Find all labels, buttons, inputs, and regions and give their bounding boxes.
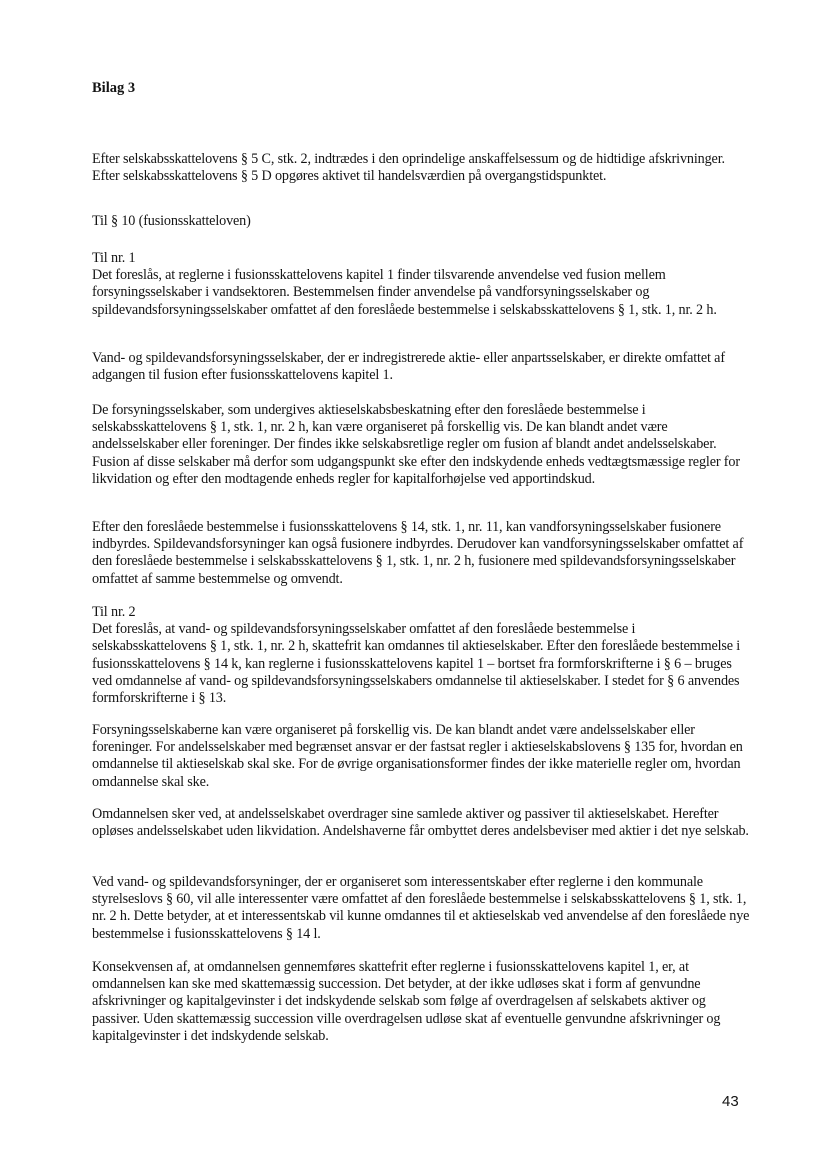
paragraph-nr-2: Til nr. 2 Det foreslås, at vand- og spildevandsforsyningsselskaber omfattet af den foreslåede bestemmelse i selskabsskattelovens § 1, stk. 1, nr. 2 h, skattefrit kan omdannes til aktieselskaber. Efter den foreslåede bestemmelse i fusionsskattelovens § 14 k, kan reglerne i fusionsskattelovens kapitel 1 – bortset fra formforskrifterne i § 6 – bruges ved omdannelse af vand- og spildevandsforsyningsselskabers omdannelse til aktieselskaber. I stedet for § 6 anvendes formforskrifterne i § 13.	[92, 604, 741, 707]
paragraph-conversion: Omdannelsen sker ved, at andelsselskabet overdrager sine samlede aktiver og passiver til aktieselskabet. Herefter opløses andelsselskabet uden likvidation. Andelshaverne får ombyttet deres andelsbeviser med aktier i det nye selskab.	[92, 806, 749, 840]
paragraph-fusion-internal: Efter den foreslåede bestemmelse i fusionsskattelovens § 14, stk. 1, nr. 11, kan vandforsyningsselskaber fusionere indbyrdes. Spildevandsforsyninger kan også fusionere indbyrdes. Derudover kan vandforsyningsselskaber omfattet af den foreslåede bestemmelse i selskabsskattelovens § 1, stk. 1, nr. 2 h, fusionere med spildevandsforsyningsselskaber omfattet af samme bestemmelse og omvendt.	[92, 519, 744, 587]
document-heading: Bilag 3	[92, 80, 136, 96]
paragraph-direct-fusion: Vand- og spildevandsforsyningsselskaber, der er indregistrerede aktie- eller anpartsselskaber, er direkte omfattet af adgangen til fusion efter fusionsskattelovens kapitel 1.	[92, 350, 725, 384]
paragraph-nr-1: Til nr. 1 Det foreslås, at reglerne i fusionsskattelovens kapitel 1 finder tilsvarende anvendelse ved fusion mellem forsyningsselskaber i vandsektoren. Bestemmelsen finder anvendelse på vandforsyningsselskaber og spildevandsforsyningsselskaber omfattet af den foreslåede bestemmelse i selskabsskattelovens § 1, stk. 1, nr. 2 h.	[92, 250, 717, 318]
page-number: 43	[722, 1093, 739, 1110]
paragraph-partnerships: Ved vand- og spildevandsforsyninger, der er organiseret som interessentskaber efter reglerne i den kommunale styrelseslovs § 60, vil alle interessenter være omfattet af den foreslåede bestemmelse i selskabsskattelovens § 1, stk. 1, nr. 2 h. Dette betyder, at et interessentskab vil kunne omdannes til et aktieselskab ved anvendelse af den foreslåede nye bestemmelse i fusionsskattelovens § 14 l.	[92, 874, 750, 942]
paragraph-consequence: Konsekvensen af, at omdannelsen gennemføres skattefrit efter reglerne i fusionsskattelovens kapitel 1, er, at omdannelsen kan ske med skattemæssig succession. Det betyder, at der ikke udløses skat i form af genvundne afskrivninger og kapitalgevinster i det indskydende selskab som følge af overdragelsen af selskabets aktiver og passiver. Uden skattemæssig succession ville overdragelsen udløse skat af eventuelle genvundne afskrivninger og kapitalgevinster i det indskydende selskab.	[92, 959, 721, 1044]
section-heading-par-10: Til § 10 (fusionsskatteloven)	[92, 213, 251, 229]
paragraph-organisation: De forsyningsselskaber, som undergives aktieselskabsbeskatning efter den foreslåede bestemmelse i selskabsskattelovens § 1, stk. 1, nr. 2 h, kan være organiseret på forskellig vis. De kan blandt andet være andelsselskaber eller foreninger. Der findes ikke selskabsretlige regler om fusion af blandt andet andelsselskaber. Fusion af disse selskaber må derfor som udgangspunkt ske efter den indskydende enheds vedtægtsmæssige regler for likvidation og efter den modtagende enheds regler for kapitalforhøjelse ved apportindskud.	[92, 402, 740, 487]
paragraph-transition-rules: Efter selskabsskattelovens § 5 C, stk. 2, indtrædes i den oprindelige anskaffelsessum og de hidtidige afskrivninger. Efter selskabsskattelovens § 5 D opgøres aktivet til handelsværdien på overgangstidspunktet.	[92, 151, 725, 185]
paragraph-cooperatives: Forsyningsselskaberne kan være organiseret på forskellig vis. De kan blandt andet være andelsselskaber eller foreninger. For andelsselskaber med begrænset ansvar er der fastsat regler i aktieselskabslovens § 135 for, hvordan en omdannelse til aktieselskab skal ske. For de øvrige organisationsformer findes der ikke materielle regler om, hvordan omdannelse skal ske.	[92, 722, 743, 790]
